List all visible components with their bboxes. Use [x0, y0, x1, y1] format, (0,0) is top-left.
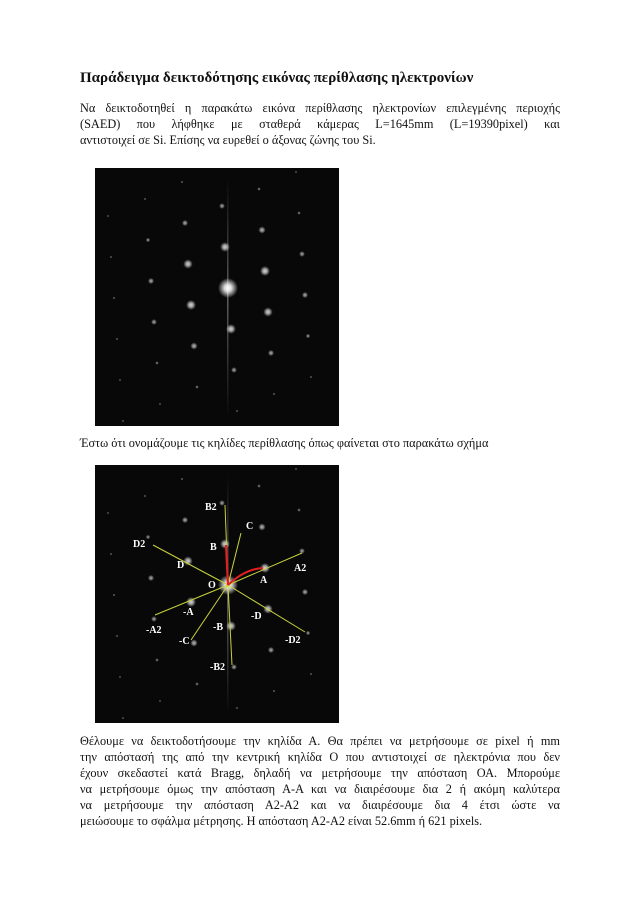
- saed-image: [95, 168, 339, 426]
- body-line: μειώσουμε το σφάλμα μέτρησης. Η απόσταση Α2-Α2 είναι 52.6mm ή 621 pixels.: [80, 814, 483, 828]
- diffraction-spot: [295, 171, 298, 174]
- body-paragraph: [80, 733, 560, 829]
- diffraction-spot: [263, 307, 272, 316]
- diffraction-spot: [236, 410, 239, 413]
- diffraction-spot: [273, 690, 276, 693]
- diffraction-spot: [116, 635, 119, 638]
- intro-line: αντιστοιχεί σε Si. Επίσης να ευρεθεί ο άξονας ζώνης του Si.: [80, 133, 376, 147]
- label-A2: A2: [294, 563, 307, 574]
- diffraction-spot: [155, 658, 159, 662]
- diffraction-spot: [182, 220, 188, 226]
- intro-line: (SAED) που λήφθηκε με σταθερά κάμερας L=1645mm (L=19390pixel) και: [80, 117, 560, 131]
- label-negA: -A: [183, 607, 194, 618]
- diffraction-spot: [181, 181, 184, 184]
- diffraction-spot: [159, 403, 162, 406]
- diffraction-spot: [151, 319, 157, 325]
- diffraction-spot: [306, 631, 311, 636]
- label-negB2: -B2: [210, 662, 225, 673]
- diffraction-spot: [122, 420, 125, 423]
- diffraction-spot: [297, 211, 301, 215]
- caption-paragraph: [80, 435, 560, 451]
- diffraction-spot: [183, 556, 192, 565]
- diffraction-spot: [113, 594, 116, 597]
- diffraction-spot: [195, 682, 199, 686]
- intro-paragraph: [80, 100, 560, 148]
- diffraction-spot: [116, 338, 119, 341]
- diffraction-spot: [295, 468, 298, 471]
- diffraction-spot: [257, 484, 261, 488]
- body-line: την απόστασή της από την κεντρική κηλίδα Ο που αντιστοιχεί σε ηλεκτρόνια που δεν: [80, 750, 560, 764]
- diffraction-spot: [219, 500, 225, 506]
- label-D2: D2: [133, 539, 146, 550]
- diffraction-spot: [273, 393, 276, 396]
- diffraction-spot: [113, 297, 116, 300]
- body-line: να μετρήσουμε όμως την απόσταση Α-Α και να διαιρέσουμε δια 2 ή ακόμη καλύτερα: [80, 782, 560, 796]
- body-line: να μετρήσουμε την απόσταση Α2-Α2 και να διαιρέσουμε δια 4 έτσι ώστε να: [80, 798, 560, 812]
- diffraction-spot: [190, 342, 197, 349]
- diffraction-spot: [257, 187, 261, 191]
- annotated-pattern-svg: [95, 465, 339, 723]
- diffraction-spot: [144, 198, 147, 201]
- diffraction-spot: [144, 495, 147, 498]
- diffraction-spot: [220, 242, 230, 252]
- diffraction-spot: [299, 251, 305, 257]
- diffraction-spot: [110, 256, 113, 259]
- annotated-saed-image: [95, 465, 339, 723]
- diffraction-spot: [306, 334, 311, 339]
- diffraction-spot: [146, 535, 151, 540]
- diffraction-spot: [186, 300, 196, 310]
- diffraction-spot: [107, 215, 110, 218]
- label-negD2: -D2: [285, 635, 301, 646]
- diffraction-spot: [119, 676, 122, 679]
- label-C: C: [246, 521, 254, 532]
- diffraction-spot: [181, 478, 184, 481]
- diffraction-spot: [151, 616, 157, 622]
- label-B2: B2: [205, 502, 217, 513]
- page-title: Παράδειγμα δεικτοδότησης εικόνας περίθλασης ηλεκτρονίων: [80, 70, 474, 86]
- diffraction-spot: [110, 553, 113, 556]
- label-negD: -D: [251, 611, 262, 622]
- diffraction-spot: [155, 361, 159, 365]
- diffraction-spot: [297, 508, 301, 512]
- body-line: Θέλουμε να δεικτοδοτήσουμε την κηλίδα Α. Θα πρέπει να μετρήσουμε σε pixel ή mm: [80, 734, 560, 748]
- label-A: A: [260, 575, 268, 586]
- diffraction-spot: [159, 700, 162, 703]
- diffraction-spot: [183, 259, 192, 268]
- diffraction-spot: [122, 717, 125, 720]
- diffraction-spot: [107, 512, 110, 515]
- diffraction-spot: [226, 324, 236, 334]
- diffraction-spot: [218, 278, 238, 298]
- diffraction-spot: [258, 226, 265, 233]
- diffraction-spot: [226, 621, 236, 631]
- diffraction-spot: [260, 266, 270, 276]
- diffraction-spot: [258, 523, 265, 530]
- label-negA2: -A2: [146, 625, 162, 636]
- diffraction-spot: [148, 278, 154, 284]
- diffraction-spot: [146, 238, 151, 243]
- label-B: B: [210, 542, 217, 553]
- diffraction-spot: [236, 707, 239, 710]
- body-line: έχουν σκεδαστεί κατά Bragg, δηλαδή να μετρήσουμε την απόσταση ΟΑ. Μπορούμε: [80, 766, 560, 780]
- diffraction-spot: [190, 639, 197, 646]
- intro-line: Να δεικτοδοτηθεί η παρακάτω εικόνα περίθλασης ηλεκτρονίων επιλεγμένης περιοχής: [80, 101, 560, 115]
- diffraction-spot: [302, 589, 308, 595]
- diffraction-spot: [182, 517, 188, 523]
- diffraction-spot: [268, 350, 274, 356]
- caption-line: Έστω ότι ονομάζουμε τις κηλίδες περίθλασης όπως φαίνεται στο παρακάτω σχήμα: [80, 436, 489, 450]
- diffraction-spot: [231, 367, 237, 373]
- diffraction-spot: [219, 203, 225, 209]
- label-negC: -C: [179, 636, 190, 647]
- label-D: D: [177, 560, 185, 571]
- label-O: O: [208, 580, 216, 591]
- diffraction-spot: [148, 575, 154, 581]
- diffraction-spot: [302, 292, 308, 298]
- diffraction-spot: [268, 647, 274, 653]
- label-negB: -B: [213, 622, 223, 633]
- diffraction-spot: [220, 539, 230, 549]
- diffraction-spot: [195, 385, 199, 389]
- diffraction-spot: [119, 379, 122, 382]
- saed-pattern-svg: [95, 168, 339, 426]
- diffraction-spot: [310, 673, 313, 676]
- diffraction-spot: [310, 376, 313, 379]
